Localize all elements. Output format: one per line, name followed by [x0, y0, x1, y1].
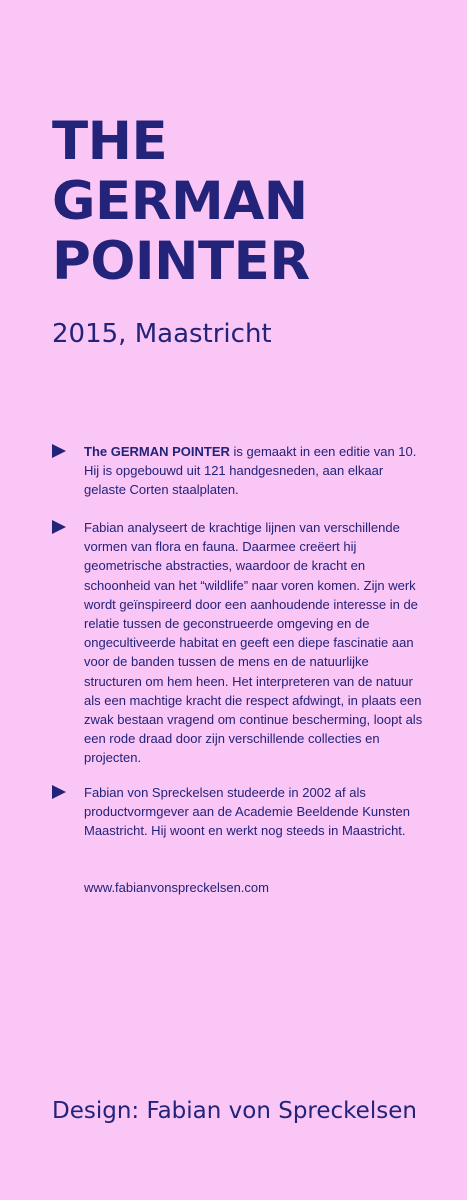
triangle-arrow-icon	[52, 520, 66, 534]
artwork-name: The GERMAN POINTER	[84, 444, 230, 459]
section-paragraph: Fabian von Spreckelsen studeerde in 2002 af als productvormgever aan de Academie Beeldende Kunsten Maastricht. Hij woont en werkt nog steeds in Maastricht.	[84, 785, 410, 839]
design-credit: Design: Fabian von Spreckelsen	[52, 1098, 417, 1124]
title-line-3: POINTER	[52, 231, 310, 292]
subtitle: 2015, Maastricht	[52, 319, 272, 349]
edition-text: is gemaakt in een editie van 10. Hij is opgebouwd uit 121 handgesneden, aan elkaar gelaste Corten staalplaten.	[84, 444, 417, 498]
title-line-1: THE	[52, 111, 168, 172]
triangle-arrow-icon	[52, 785, 66, 799]
page-title	[52, 112, 310, 292]
section-biography	[52, 783, 427, 841]
section-analysis	[52, 518, 427, 768]
website-link[interactable]: www.fabianvonspreckelsen.com	[84, 880, 269, 895]
triangle-arrow-icon	[52, 444, 66, 458]
title-line-2: GERMAN	[52, 171, 308, 232]
section-edition	[52, 442, 427, 500]
section-paragraph	[84, 442, 427, 500]
section-paragraph: Fabian analyseert de krachtige lijnen van verschillende vormen van flora en fauna. Daarmee creëert hij geometrische abstracties, waardoor de kracht en schoonheid van het “wildlife” naar voren komen. Zijn werk wordt geïnspireerd door een aanhoudende interesse in de relatie tussen de geconstrueerde omgeving en de ongecultiveerde habitat en geeft een diepe fascinatie aan voor de banden tussen de mens en de natuurlijke structuren om hem heen. Het interpreteren van de natuur als een machtige kracht die respect afdwingt, in plaats een zwak bestaan vragend om continue bescherming, loopt als een rode draad door zijn verschillende collecties en projecten.	[84, 520, 423, 766]
